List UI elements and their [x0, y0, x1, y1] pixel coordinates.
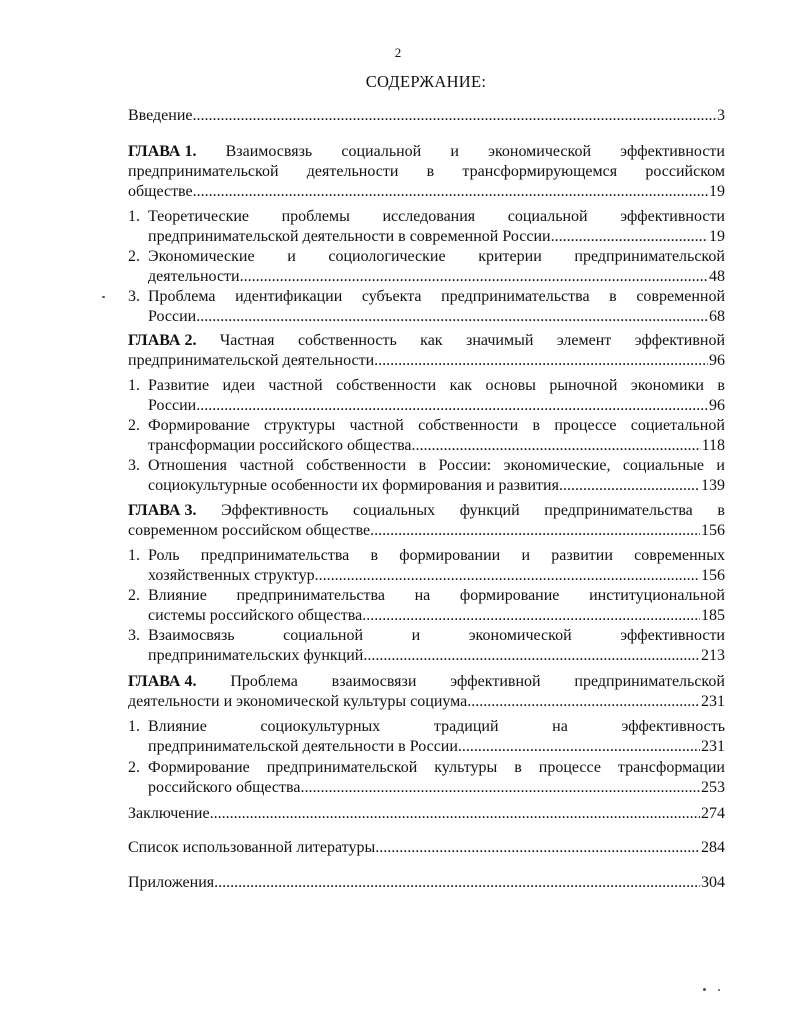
section-3-1-line2: хозяйственных структур	[148, 567, 315, 584]
section-1-2-page: 48	[709, 268, 725, 285]
chapter-1-line3: обществе	[128, 183, 193, 200]
chapter-2-line1: ГЛАВА 2. Частная собственность как значимый элемент эффективной	[128, 332, 725, 349]
scan-speck	[703, 988, 706, 991]
section-number: 3.	[128, 627, 140, 644]
toc-chapter-2[interactable]	[128, 331, 725, 371]
section-2-3-line2: социокультурные особенности их формирования и развития	[148, 477, 559, 494]
chapter-4-line2: деятельности и экономической культуры социума	[128, 693, 468, 710]
chapter-4-line1: ГЛАВА 4. Проблема взаимосвязи эффективной предпринимательской	[128, 673, 725, 690]
section-4-2-line1: Формирование предпринимательской культуры в процессе трансформации	[148, 759, 725, 776]
section-1-2-line1: Экономические и социологические критерии предпринимательской	[148, 248, 725, 265]
section-number: 2.	[128, 759, 140, 776]
section-3-2-line1: Влияние предпринимательства на формирование институциональной	[148, 587, 725, 604]
section-3-2-page: 185	[701, 607, 725, 624]
section-2-1-line2: России	[148, 397, 197, 414]
section-3-1-line1: Роль предпринимательства в формировании и развитии современных	[148, 547, 725, 564]
section-3-3-line2: предпринимательских функций	[148, 647, 364, 664]
toc-conclusion-label: Заключение	[128, 805, 210, 822]
toc-section-3-1[interactable]	[128, 546, 725, 586]
section-number: 2.	[128, 248, 140, 265]
section-1-1-line2: предпринимательской деятельности в современной России	[148, 228, 551, 245]
toc-section-3-3[interactable]	[128, 626, 725, 666]
scan-speck	[718, 989, 720, 991]
toc-section-1-2[interactable]	[128, 247, 725, 287]
toc-literature-page: 284	[701, 839, 725, 856]
chapter-2-page: 96	[709, 352, 725, 369]
section-3-3-line1: Взаимосвязь социальной и экономической эффективности	[148, 627, 725, 644]
section-2-2-line1: Формирование структуры частной собственности в процессе социетальной	[148, 417, 725, 434]
chapter-3-page: 156	[701, 522, 725, 539]
toc-appendix[interactable]	[128, 873, 725, 893]
page-number: 2	[394, 45, 402, 60]
section-number: 1.	[128, 377, 140, 394]
toc-appendix-page: 304	[701, 874, 725, 891]
section-2-2-line2: трансформации российского общества	[148, 437, 412, 454]
section-1-3-line2: России	[148, 308, 197, 325]
section-4-1-line2: предпринимательской деятельности в России.	[148, 738, 462, 755]
section-2-1-line1: Развитие идеи частной собственности как основы рыночной экономики в	[148, 377, 725, 394]
chapter-3-line1: ГЛАВА 3. Эффективность социальных функций предпринимательства в	[128, 502, 725, 519]
toc-chapter-4[interactable]	[128, 672, 725, 712]
toc-section-2-1[interactable]	[128, 376, 725, 416]
section-1-1-page: 19	[709, 228, 725, 245]
section-number: 1.	[128, 718, 140, 735]
chapter-4-page: 231	[701, 693, 725, 710]
section-3-3-page: 213	[701, 647, 725, 664]
section-3-2-line2: системы российского общества.	[148, 607, 367, 624]
toc-conclusion-page: 274	[701, 805, 725, 822]
chapter-1-line2: предпринимательской деятельности в трансформирующемся российском	[128, 163, 725, 180]
section-3-1-page: 156	[701, 567, 725, 584]
section-4-1-line1: Влияние социокультурных традиций на эффективность	[148, 718, 725, 735]
toc-literature[interactable]	[128, 838, 725, 858]
section-2-3-page: 139	[701, 477, 725, 494]
scan-speck	[102, 296, 105, 298]
section-1-1-line1: Теоретические проблемы исследования социальной эффективности	[148, 208, 725, 225]
toc-section-4-1[interactable]	[128, 717, 725, 757]
section-4-2-page: 253	[701, 779, 725, 796]
chapter-1-page: 19	[709, 183, 725, 200]
toc-section-3-2[interactable]	[128, 586, 725, 626]
toc-section-2-2[interactable]	[128, 416, 725, 456]
toc-literature-label: Список использованной литературы	[128, 839, 376, 856]
section-number: 2.	[128, 417, 140, 434]
section-1-3-page: 68	[709, 308, 725, 325]
section-number: 3.	[128, 288, 140, 305]
toc-intro-label: Введение	[128, 107, 193, 124]
section-2-3-line1: Отношения частной собственности в России: экономические, социальные и	[148, 457, 725, 474]
toc-section-1-1[interactable]	[128, 207, 725, 247]
section-number: 1.	[128, 547, 140, 564]
toc-conclusion[interactable]	[128, 804, 725, 824]
chapter-3-line2: современном российском обществе	[128, 522, 371, 539]
section-2-2-page: 118	[701, 437, 725, 454]
section-4-1-page: 231	[701, 738, 725, 755]
chapter-2-line2: предпринимательской деятельности	[128, 352, 375, 369]
toc-appendix-label: Приложения	[128, 874, 215, 891]
toc-section-1-3[interactable]	[128, 287, 725, 327]
section-number: 2.	[128, 587, 140, 604]
section-number: 3.	[128, 457, 140, 474]
toc-chapter-1[interactable]	[128, 142, 725, 202]
chapter-1-line1: ГЛАВА 1. Взаимосвязь социальной и экономической эффективности	[128, 143, 725, 160]
section-4-2-line2: российского общества.	[148, 779, 305, 796]
toc-intro[interactable]	[128, 106, 725, 126]
section-1-3-line1: Проблема идентификации субъекта предпринимательства в современной	[148, 288, 725, 305]
toc-section-2-3[interactable]	[128, 456, 725, 496]
toc-chapter-3[interactable]	[128, 501, 725, 541]
section-1-2-line2: деятельности	[148, 268, 240, 285]
section-number: 1.	[128, 208, 140, 225]
toc-section-4-2[interactable]	[128, 758, 725, 798]
page-title: СОДЕРЖАНИЕ:	[365, 72, 487, 91]
section-2-1-page: 96	[709, 397, 725, 414]
toc-intro-page: 3	[717, 107, 725, 124]
